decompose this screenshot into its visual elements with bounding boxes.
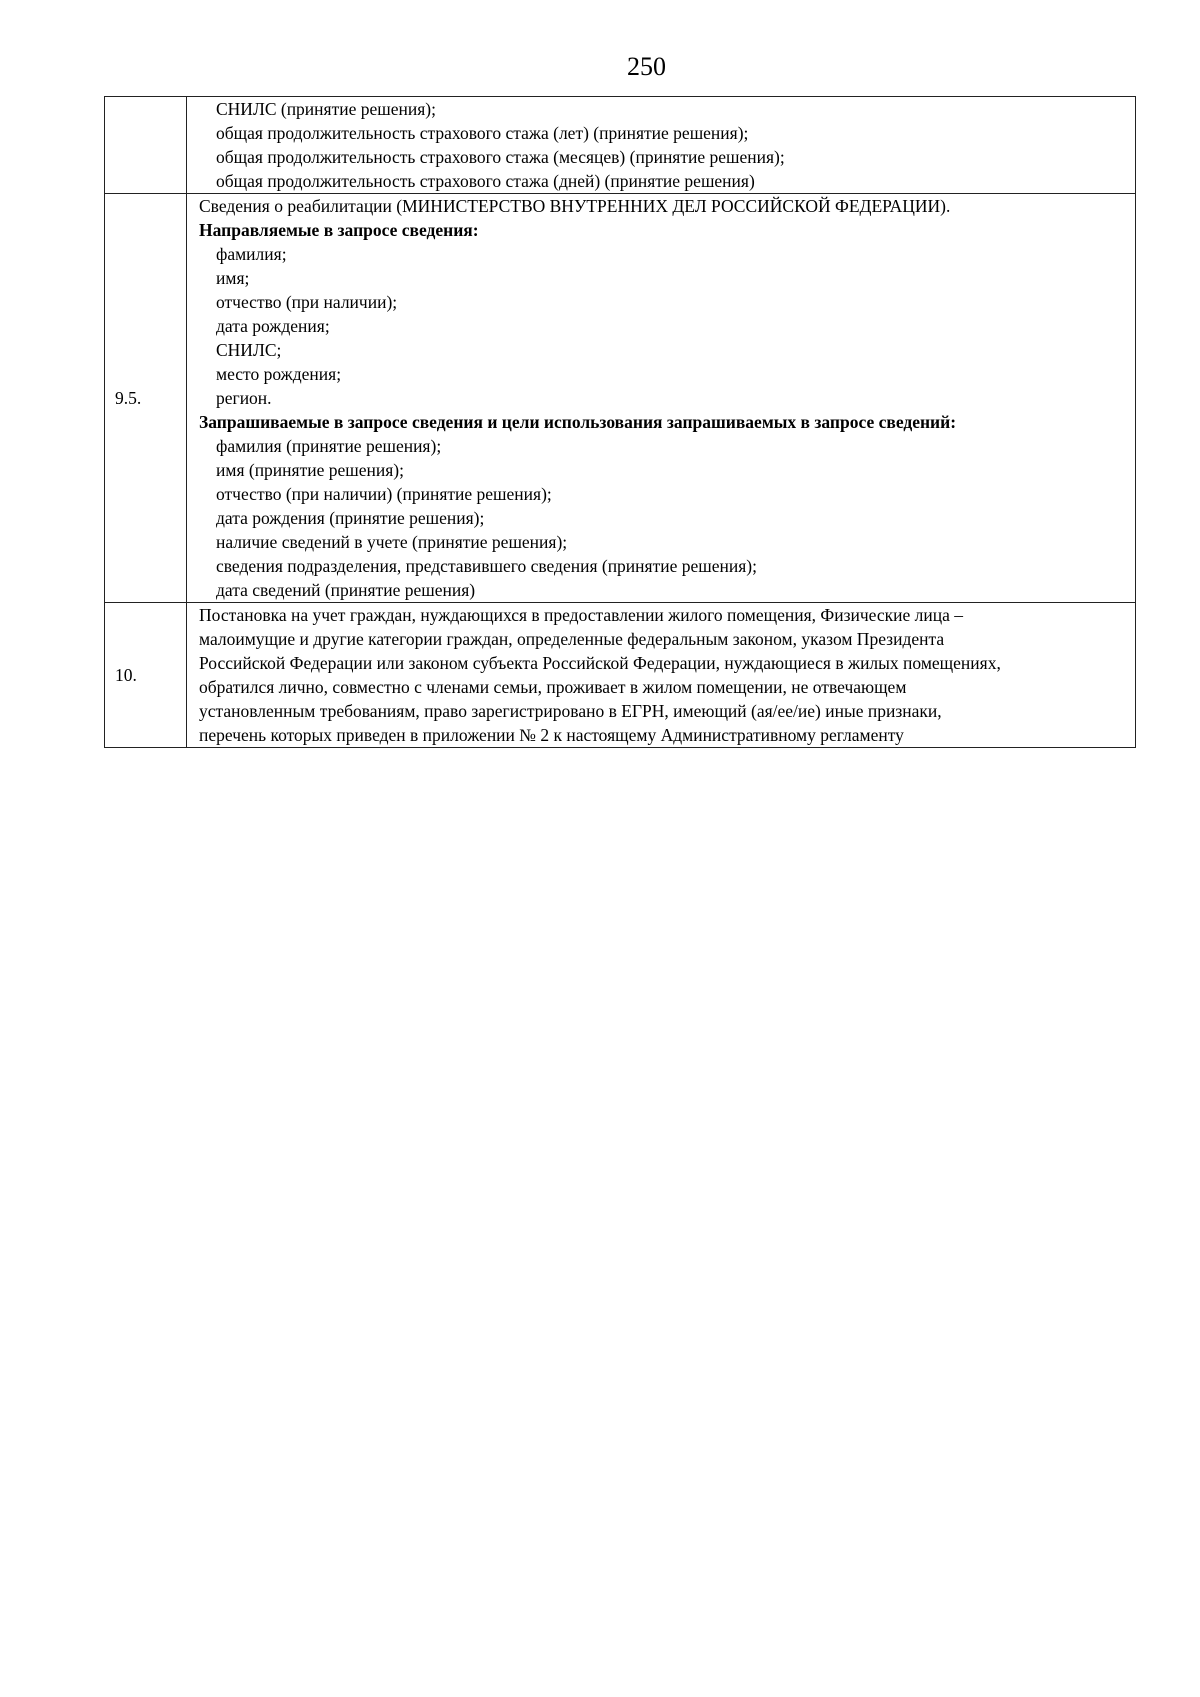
list-item: отчество (при наличии) (принятие решения); [216, 484, 552, 504]
table-row [105, 603, 1136, 748]
list-item: общая продолжительность страхового стажа (лет) (принятие решения); [216, 123, 749, 143]
document-table [104, 96, 1136, 748]
row-content-cell [187, 603, 1136, 748]
row-number-cell: 9.5. [105, 194, 187, 603]
list-item: дата рождения; [216, 316, 330, 336]
list-item: фамилия (принятие решения); [216, 436, 442, 456]
list-item: наличие сведений в учете (принятие решения); [216, 532, 568, 552]
list-item: общая продолжительность страхового стажа (месяцев) (принятие решения); [216, 147, 785, 167]
list-item: имя; [216, 268, 250, 288]
list-item: дата сведений (принятие решения) [216, 580, 476, 600]
sent-heading: Направляемые в запросе сведения: [199, 220, 479, 240]
row-number-cell: 10. [105, 603, 187, 748]
paragraph-line: перечень которых приведен в приложении № 2 к настоящему Административному регламенту [199, 725, 904, 745]
requested-heading: Запрашиваемые в запросе сведения и цели использования запрашиваемых в запросе сведений: [199, 412, 957, 432]
paragraph-line: установленным требованиям, право зарегистрировано в ЕГРН, имеющий (ая/ее/ие) иные признаки, [199, 701, 942, 721]
table-row [105, 97, 1136, 194]
paragraph-line: обратился лично, совместно с членами семьи, проживает в жилом помещении, не отвечающем [199, 677, 907, 697]
section-title: Сведения о реабилитации (МИНИСТЕРСТВО ВНУТРЕННИХ ДЕЛ РОССИЙСКОЙ ФЕДЕРАЦИИ). [199, 196, 951, 216]
row-content-cell [187, 194, 1136, 603]
row-number-cell [105, 97, 187, 194]
list-item: имя (принятие решения); [216, 460, 404, 480]
list-item: общая продолжительность страхового стажа (дней) (принятие решения) [216, 171, 755, 191]
paragraph-line: Постановка на учет граждан, нуждающихся в предоставлении жилого помещения, Физические лица – [199, 605, 963, 625]
list-item: фамилия; [216, 244, 287, 264]
list-item: СНИЛС; [216, 340, 282, 360]
list-item: СНИЛС (принятие решения); [216, 99, 436, 119]
list-item: дата рождения (принятие решения); [216, 508, 485, 528]
list-item: регион. [216, 388, 272, 408]
list-item: отчество (при наличии); [216, 292, 398, 312]
paragraph-line: малоимущие и другие категории граждан, определенные федеральным законом, указом Президента [199, 629, 945, 649]
table-row [105, 194, 1136, 603]
list-item: место рождения; [216, 364, 342, 384]
row-content-cell [187, 97, 1136, 194]
paragraph-line: Российской Федерации или законом субъекта Российской Федерации, нуждающиеся в жилых помещениях, [199, 653, 1001, 673]
list-item: сведения подразделения, представившего сведения (принятие решения); [216, 556, 757, 576]
page-number: 250 [627, 52, 666, 81]
